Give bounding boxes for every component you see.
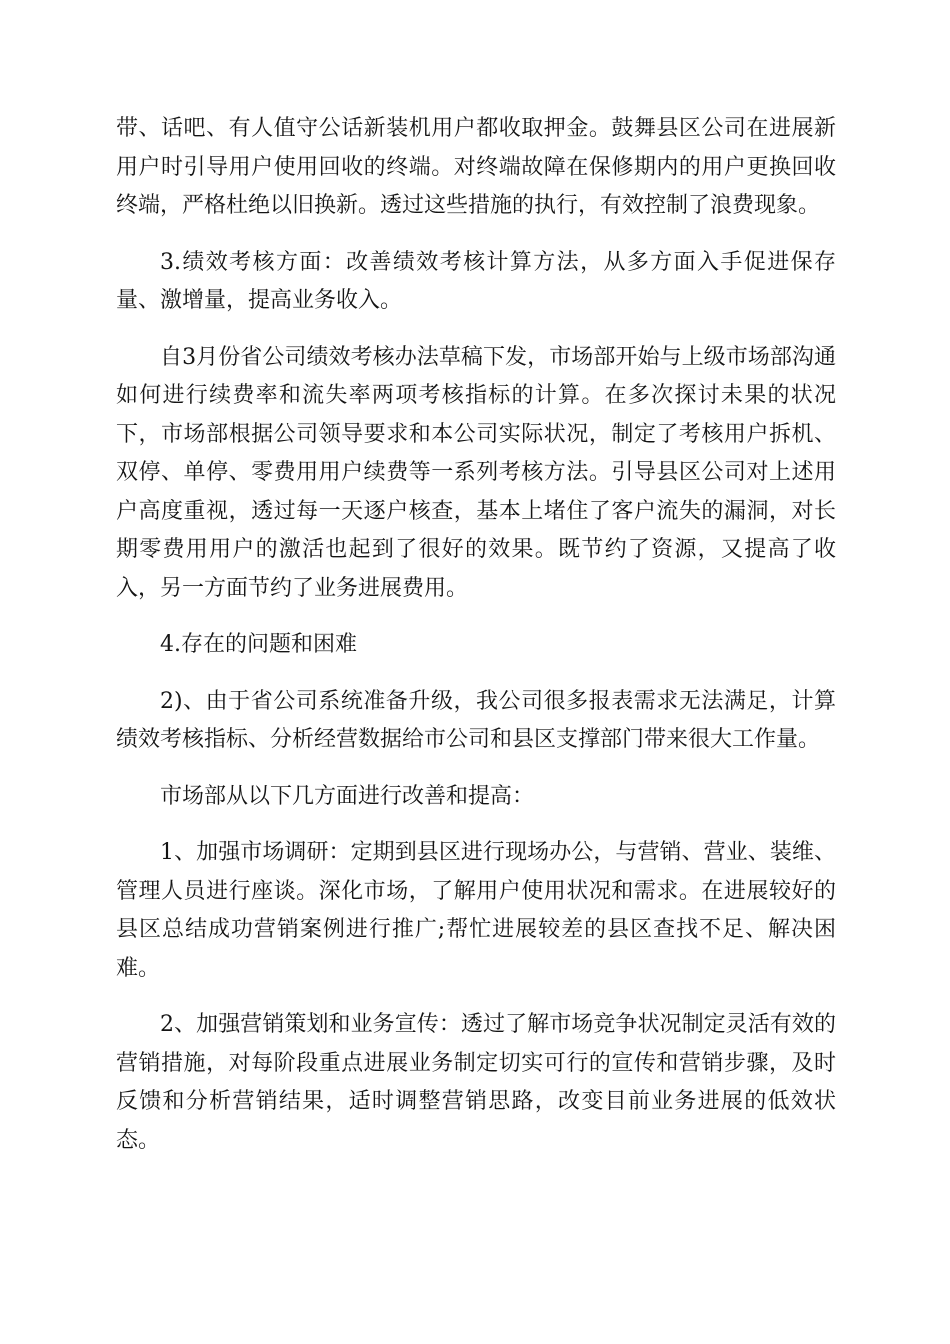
paragraph-problems-heading: 4.存在的问题和困难 xyxy=(160,632,357,657)
paragraph-problem-2: 2)、由于省公司系统准备升级，我公司很多报表需求无法满足，计算绩效考核指标、分析经营数据给市公司和县区支撑部门带来很大工作量。 xyxy=(116,688,836,752)
paragraph-improvement-2: 2、加强营销策划和业务宣传：透过了解市场竞争状况制定灵活有效的营销措施，对每阶段重点进展业务制定切实可行的宣传和营销步骤，及时反馈和分析营销结果，适时调整营销思路，改变目前业务进展的低效状态。 xyxy=(116,1012,836,1153)
paragraph-improvement-1: 1、加强市场调研：定期到县区进行现场办公，与营销、营业、装维、管理人员进行座谈。深化市场，了解用户使用状况和需求。在进展较好的县区总结成功营销案例进行推广;帮忙进展较差的县区查找不足、解决困难。 xyxy=(116,840,836,981)
paragraph-improvement-intro: 市场部从以下几方面进行改善和提高： xyxy=(160,783,535,809)
paragraph-performance-detail: 自3月份省公司绩效考核办法草稿下发，市场部开始与上级市场部沟通如何进行续费率和流失率两项考核指标的计算。在多次探讨未果的状况下，市场部根据公司领导要求和本公司实际状况，制定了考核用户拆机、双停、单停、零费用用户续费等一系列考核方法。引导县区公司对上述用户高度重视，透过每一天逐户核查，基本上堵住了客户流失的漏洞，对长期零费用用户的激活也起到了很好的效果。既节约了资源，又提高了收入，另一方面节约了业务进展费用。 xyxy=(116,344,836,601)
paragraph-continuation: 带、话吧、有人值守公话新装机用户都收取押金。鼓舞县区公司在进展新用户时引导用户使用回收的终端。对终端故障在保修期内的用户更换回收终端，严格杜绝以旧换新。透过这些措施的执行，有效控制了浪费现象。 xyxy=(116,116,836,218)
document-body xyxy=(116,110,836,1160)
paragraph-performance-heading: 3.绩效考核方面：改善绩效考核计算方法，从多方面入手促进保存量、激增量，提高业务收入。 xyxy=(116,249,836,313)
